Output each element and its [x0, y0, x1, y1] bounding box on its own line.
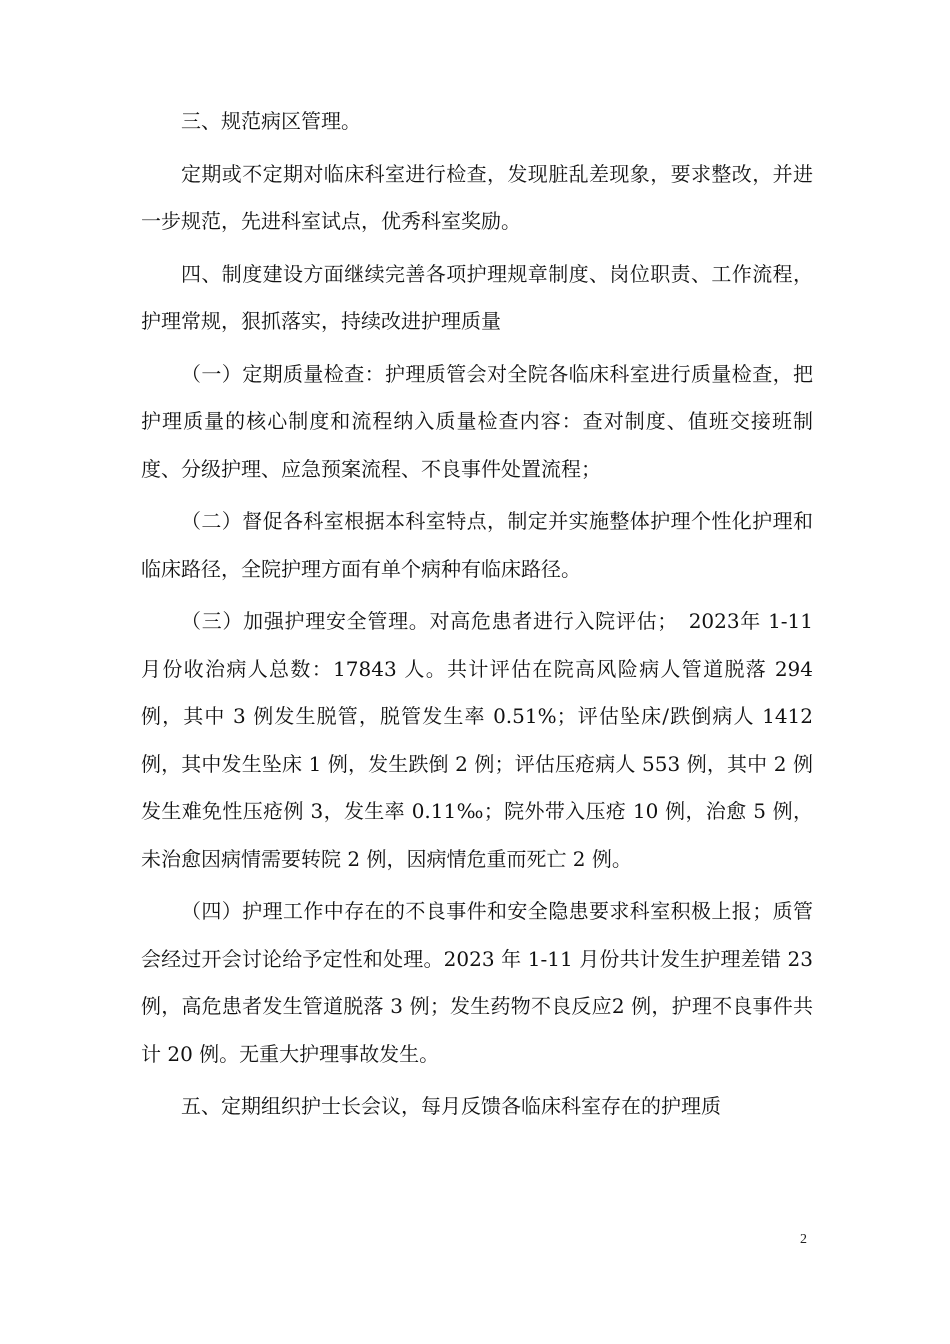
paragraph-item-2: （二）督促各科室根据本科室特点，制定并实施整体护理个性化护理和临床路径，全院护理方面有单个病种有临床路径。: [141, 509, 813, 581]
section-heading-3: 三、规范病区管理。: [181, 109, 361, 133]
document-body: [141, 98, 813, 1131]
paragraph: 定期或不定期对临床科室进行检查，发现脏乱差现象，要求整改，并进一步规范，先进科室试点，优秀科室奖励。: [141, 161, 813, 233]
section-heading-5: 五、定期组织护士长会议，每月反馈各临床科室存在的护理质: [181, 1094, 721, 1118]
paragraph-item-3: （三）加强护理安全管理。对高危患者进行入院评估； 2023年 1-11 月份收治病人总数：17843 人。共计评估在院高风险病人管道脱落 294 例，其中 3 例发生脱管，脱管发生率 0.51%；评估坠床/跌倒病人 1412 例，其中发生坠床 1 例，发生跌倒 2 例；评估压疮病人 553 例，其中 2 例发生难免性压疮例 3，发生率 0.11‰；院外带入压疮 10 例，治愈 5 例，未治愈因病情需要转院 2 例，因病情危重而死亡 2 例。: [141, 609, 813, 871]
section-heading-4: 四、制度建设方面继续完善各项护理规章制度、岗位职责、工作流程，护理常规，狠抓落实，持续改进护理质量: [141, 261, 813, 333]
paragraph-item-4: （四）护理工作中存在的不良事件和安全隐患要求科室积极上报；质管会经过开会讨论给予定性和处理。2023 年 1-11 月份共计发生护理差错 23 例，高危患者发生管道脱落 3 例；发生药物不良反应2 例，护理不良事件共计 20 例。无重大护理事故发生。: [141, 899, 813, 1066]
paragraph-item-1: （一）定期质量检查：护理质管会对全院各临床科室进行质量检查，把护理质量的核心制度和流程纳入质量检查内容：查对制度、值班交接班制度、分级护理、应急预案流程、不良事件处置流程；: [141, 361, 813, 481]
page-number: 2: [800, 1232, 807, 1247]
